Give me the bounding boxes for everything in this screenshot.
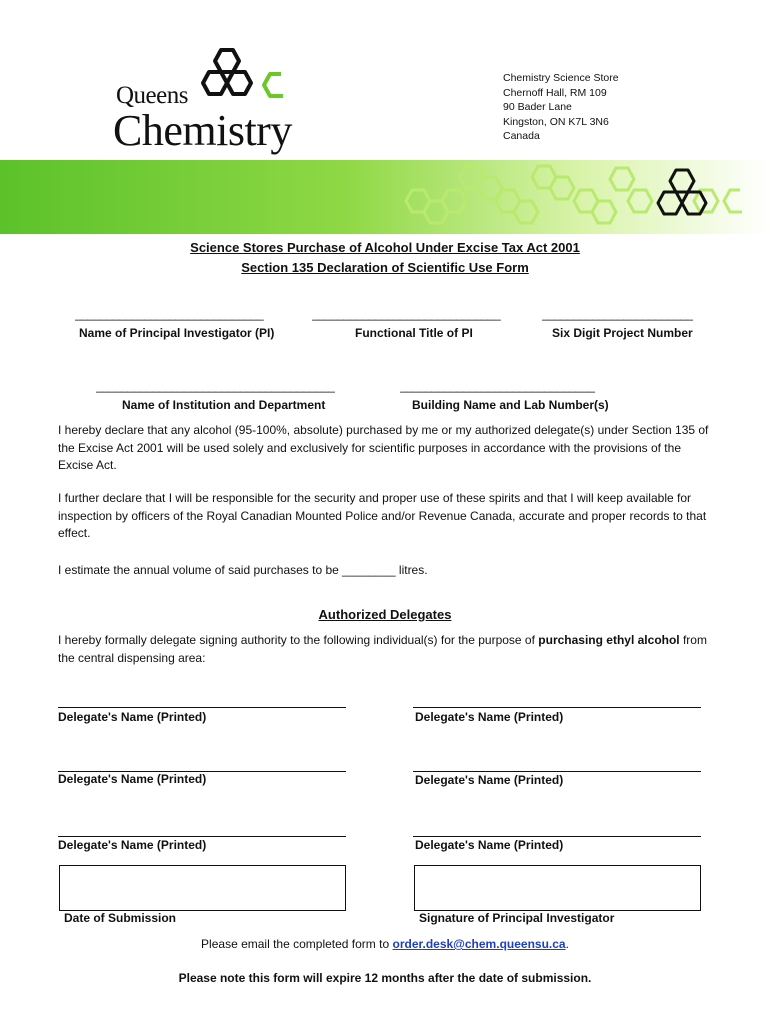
declaration-paragraph-2: I further declare that I will be responsible for the security and proper use of these spirits and that I will keep available for inspection by officers of the Royal Canadian Mounted Police and/or Revenue Canada, accurate and proper records to that effect.	[58, 491, 707, 540]
green-hexagon-banner	[0, 160, 770, 234]
volume-blank[interactable]: ________	[342, 563, 396, 577]
institution-label: Name of Institution and Department	[122, 398, 326, 412]
pi-title-label: Functional Title of PI	[355, 326, 473, 340]
delegate-intro	[58, 632, 718, 667]
delegate-label: Delegate's Name (Printed)	[415, 773, 564, 787]
delegate-intro-after: from the central dispensing area:	[58, 633, 707, 665]
email-instruction	[0, 937, 770, 951]
delegate-label: Delegate's Name (Printed)	[415, 838, 564, 852]
delegate-line[interactable]	[413, 707, 701, 708]
order-desk-email-link[interactable]: order.desk@chem.queensu.ca	[392, 937, 566, 951]
pi-title-blank[interactable]: ______________________________	[312, 307, 501, 321]
address-line: Kingston, ON K7L 3N6	[503, 115, 609, 128]
logo-chemistry-text: Chemistry	[113, 106, 292, 155]
building-blank[interactable]: _______________________________	[400, 379, 595, 393]
volume-text-after: litres.	[395, 563, 428, 577]
store-address	[503, 71, 619, 144]
volume-text-before: I estimate the annual volume of said purchases to be	[58, 563, 343, 577]
delegate-label: Delegate's Name (Printed)	[415, 710, 564, 724]
pi-signature-box[interactable]	[414, 865, 701, 911]
address-line: Chernoff Hall, RM 109	[503, 86, 607, 99]
form-subtitle: Section 135 Declaration of Scientific Use Form	[241, 260, 529, 275]
address-line: 90 Bader Lane	[503, 101, 572, 113]
expiry-note: Please note this form will expire 12 months after the date of submission.	[178, 971, 592, 985]
building-label: Building Name and Lab Number(s)	[412, 398, 609, 412]
pi-name-blank[interactable]: ______________________________	[75, 307, 264, 321]
declaration-paragraph-1: I hereby declare that any alcohol (95-100%, absolute) purchased by me or my authorized delegate(s) under Section 135 of the Excise Act 2001 will be used solely and exclusively for scientific purposes in accordance with the provisions of the Excise Act.	[58, 423, 709, 472]
delegate-label: Delegate's Name (Printed)	[58, 772, 207, 786]
delegate-line[interactable]	[58, 836, 346, 837]
delegates-heading: Authorized Delegates	[318, 607, 452, 622]
project-number-label: Six Digit Project Number	[552, 326, 693, 340]
delegate-intro-bold: purchasing ethyl alcohol	[538, 633, 680, 647]
queens-chemistry-hexagon-logo	[195, 44, 295, 114]
date-of-submission-label: Date of Submission	[64, 911, 177, 925]
project-number-blank[interactable]: ________________________	[542, 307, 693, 321]
address-line: Canada	[503, 130, 540, 142]
delegate-intro-before: I hereby formally delegate signing authority to the following individual(s) for the purpose of	[58, 633, 539, 647]
email-text-after: .	[565, 937, 569, 951]
delegate-line[interactable]	[413, 771, 701, 772]
pi-signature-label: Signature of Principal Investigator	[419, 911, 615, 925]
form-title: Science Stores Purchase of Alcohol Under Excise Tax Act 2001	[190, 240, 580, 255]
delegate-label: Delegate's Name (Printed)	[58, 838, 207, 852]
date-of-submission-box[interactable]	[59, 865, 346, 911]
delegate-label: Delegate's Name (Printed)	[58, 710, 207, 724]
delegate-line[interactable]	[58, 707, 346, 708]
logo-queens-text: Queens	[116, 82, 188, 109]
email-text-before: Please email the completed form to	[201, 937, 393, 951]
institution-blank[interactable]: ______________________________________	[96, 379, 335, 393]
volume-estimate	[58, 562, 718, 580]
pi-name-label: Name of Principal Investigator (PI)	[79, 326, 275, 340]
delegate-line[interactable]	[413, 836, 701, 837]
address-line: Chemistry Science Store	[503, 72, 619, 84]
